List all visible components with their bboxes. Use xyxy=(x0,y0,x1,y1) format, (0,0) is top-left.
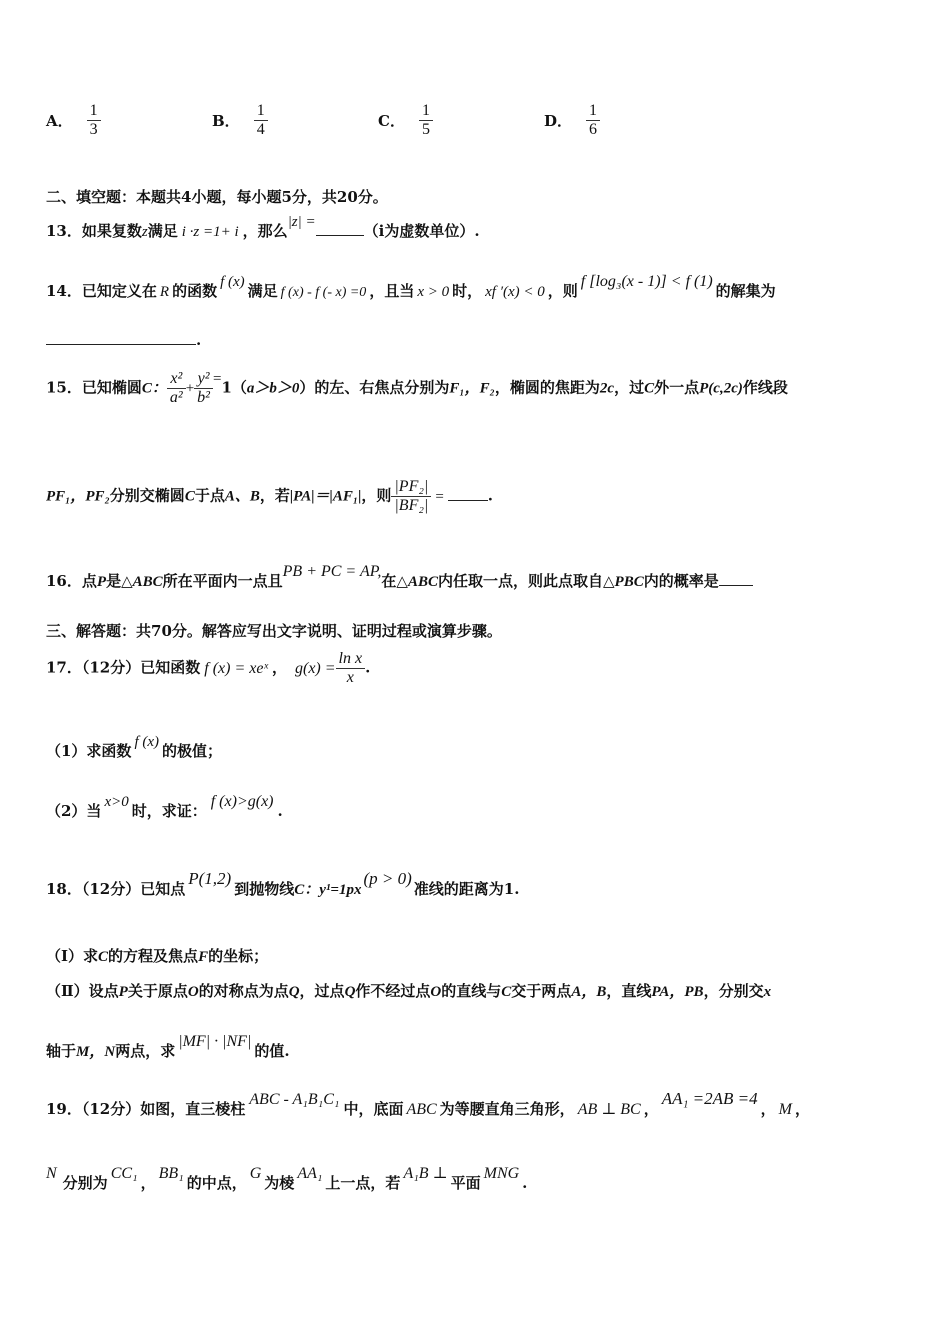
question-16: 16．点P是△ABC所在平面内一点且PB + PC = AP,在△ABC内任取一点，则此点取自△PBC内的概率是 xyxy=(46,570,753,591)
question-18: 18．（12分）已知点P(1,2)到抛物线C：y¹=1px(p > 0)准线的距离为1. xyxy=(46,869,520,898)
section-3-header: 三、解答题：共70分。解答应写出文字说明、证明过程或演算步骤。 xyxy=(46,622,502,640)
answer-blank[interactable] xyxy=(719,571,753,586)
option-d: D． $\frac{1}{6}$ xyxy=(544,102,600,139)
option-a: A． $\frac{1}{3}$ xyxy=(46,102,101,139)
question-14-answer-line: . xyxy=(46,330,201,349)
answer-blank[interactable] xyxy=(46,330,196,345)
section-2-header: 二、填空题：本题共4小题，每小题5分，共20分。 xyxy=(46,188,388,206)
question-15: 15．已知椭圆C： $\frac{\text{x²}}{\text{a²}}$ + $\frac{\text{y²}}{\text{b²}}$ =1（a＞b＞0）的左、右焦点分别为F₁，F₂，椭圆的焦距为2c，过C外一点P(c,2c)作线段 xyxy=(46,370,788,406)
option-b-fraction: $\frac{1}{4}$ xyxy=(254,102,268,139)
question-18-part-i: （Ⅰ）求C的方程及焦点F的坐标； xyxy=(46,947,269,965)
question-17-part-1: （1）求函数 f (x) 的极值； xyxy=(46,734,223,760)
option-d-fraction: $\frac{1}{6}$ xyxy=(586,102,600,139)
question-14: 14．已知定义在 R 的函数 f (x) 满足 f (x) - f (- x) =0 ，且当 x > 0 时， xf ′(x) < 0 ，则f [log₃(x - 1)] < f (1)的解集为 xyxy=(46,273,776,300)
question-17-part-2: （2）当 x>0 时，求证：f (x)>g(x). xyxy=(46,793,283,820)
option-c-fraction: $\frac{1}{5}$ xyxy=(419,102,433,139)
option-b: B． $\frac{1}{4}$ xyxy=(212,102,268,139)
option-c: C． $\frac{1}{5}$ xyxy=(378,102,433,139)
question-19: 19．（12分）如图，直三棱柱ABC - A₁B₁C₁中，底面 ABC 为等腰直角三角形， AB ⊥ BC ，AA₁ =2AB =4， M ， xyxy=(46,1089,810,1118)
question-15-line-2: PF₁，PF₂分别交椭圆C于点A、B，若|PA|＝|AF₁|，则 $\frac{\text{|PF₂|}}{\text{|BF₂|}}$ = . xyxy=(46,478,494,514)
question-19-line-2: N分别为CC₁，BB₁的中点，G为棱AA₁上一点，若A₁B ⊥平面MNG. xyxy=(46,1165,528,1192)
answer-blank[interactable] xyxy=(316,221,364,236)
option-a-fraction: $\frac{1}{3}$ xyxy=(87,102,101,139)
answer-blank[interactable] xyxy=(448,486,488,501)
question-13: 13．如果复数z满足 i ·z =1+ i ，那么|z| = （i为虚数单位）. xyxy=(46,214,480,240)
question-17: 17．（12分）已知函数 f (x) = xeˣ ， g(x) = $\frac{\text{ln x}}{x}$ . xyxy=(46,650,371,686)
question-18-part-ii: （Ⅱ）设点P关于原点O的对称点为点Q，过点Q作不经过点O的直线与C交于两点A，B，直线PA，PB，分别交x xyxy=(46,982,772,1000)
question-18-part-ii-line-2: 轴于M，N两点，求|MF| · |NF|的值. xyxy=(46,1033,290,1060)
